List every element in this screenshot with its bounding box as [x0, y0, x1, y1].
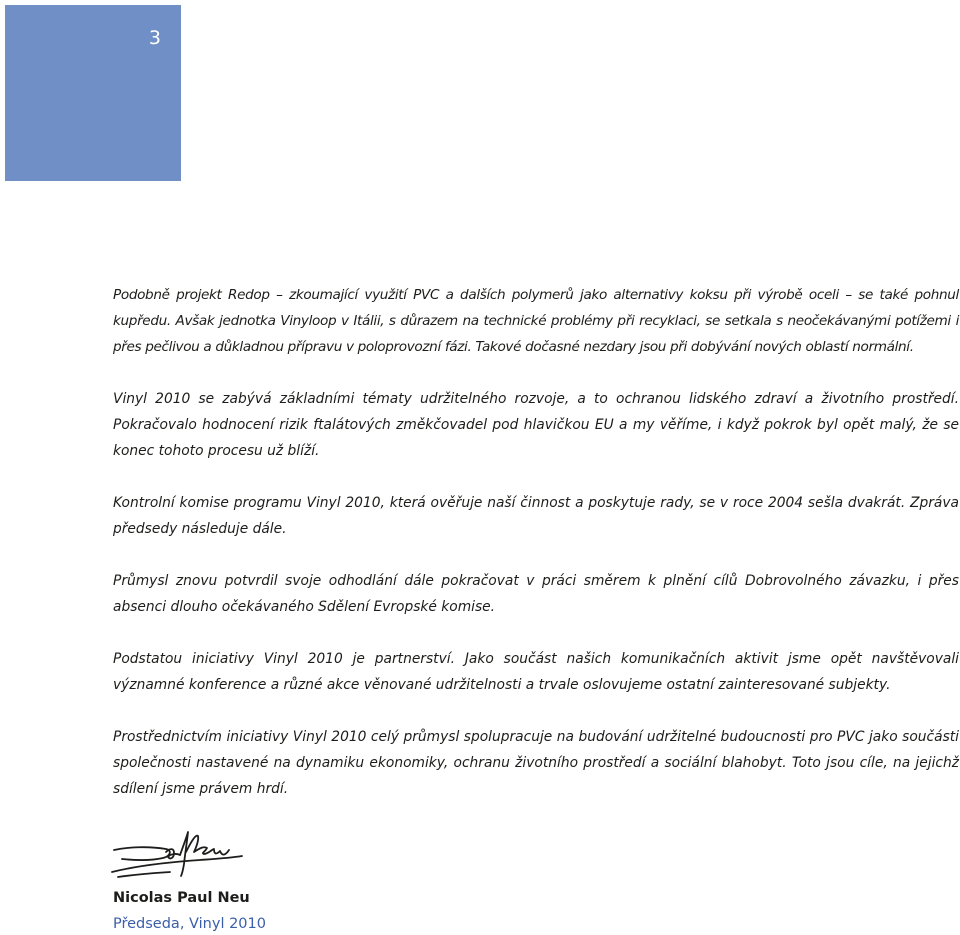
paragraph-sustainable-future: Prostřednictvím iniciativy Vinyl 2010 celý průmysl spolupracuje na budování udržitelné budoucnosti pro PVC jako součásti společnosti nastavené na dynamiku ekonomiky, ochranu životního prostředí a sociální blahobyt. Toto jsou cíle, na jejichž sdílení jsme právem hrdí.: [113, 729, 959, 797]
paragraph-health-environment: Vinyl 2010 se zabývá základními tématy udržitelného rozvoje, a to ochranou lidského zdraví a životního prostředí. Pokračovalo hodnocení rizik ftalátových změkčovadel pod hlavičkou EU a my věříme, i když pokrok byl opět malý, že se konec tohoto procesu už blíží.: [113, 391, 959, 459]
paragraph-redop: Podobně projekt Redop – zkoumající využití PVC a dalších polymerů jako alternativy koksu při výrobě oceli – se také pohnul kupředu. Avšak jednotka Vinyloop v Itálii, s důrazem na technické problémy při recyklaci, se setkala s neočekávanými potížemi i přes pečlivou a důkladnou přípravu v poloprovozní fázi. Takové dočasné nezdary jsou při dobývání nových oblastí normální.: [113, 287, 959, 355]
signatory-title: Předseda, Vinyl 2010: [113, 916, 266, 932]
handwritten-signature: [108, 830, 248, 888]
signatory-name: Nicolas Paul Neu: [113, 890, 250, 906]
paragraph-partnership: Podstatou iniciativy Vinyl 2010 je partnerství. Jako součást našich komunikačních aktivit jsme opět navštěvovali významné konference a různé akce věnované udržitelnosti a trvale oslovujeme ostatní zainteresované subjekty.: [113, 651, 959, 693]
paragraph-voluntary-commitment: Průmysl znovu potvrdil svoje odhodlání dále pokračovat v práci směrem k plnění cílů Dobrovolného závazku, i přes absenci dlouho očekávaného Sdělení Evropské komise.: [113, 573, 959, 615]
paragraph-monitoring-committee: Kontrolní komise programu Vinyl 2010, která ověřuje naší činnost a poskytuje rady, se v roce 2004 sešla dvakrát. Zpráva předsedy následuje dále.: [113, 495, 959, 537]
page-number: 3: [148, 27, 161, 49]
page-number-tab: [5, 5, 181, 181]
letter-body: [113, 282, 959, 828]
